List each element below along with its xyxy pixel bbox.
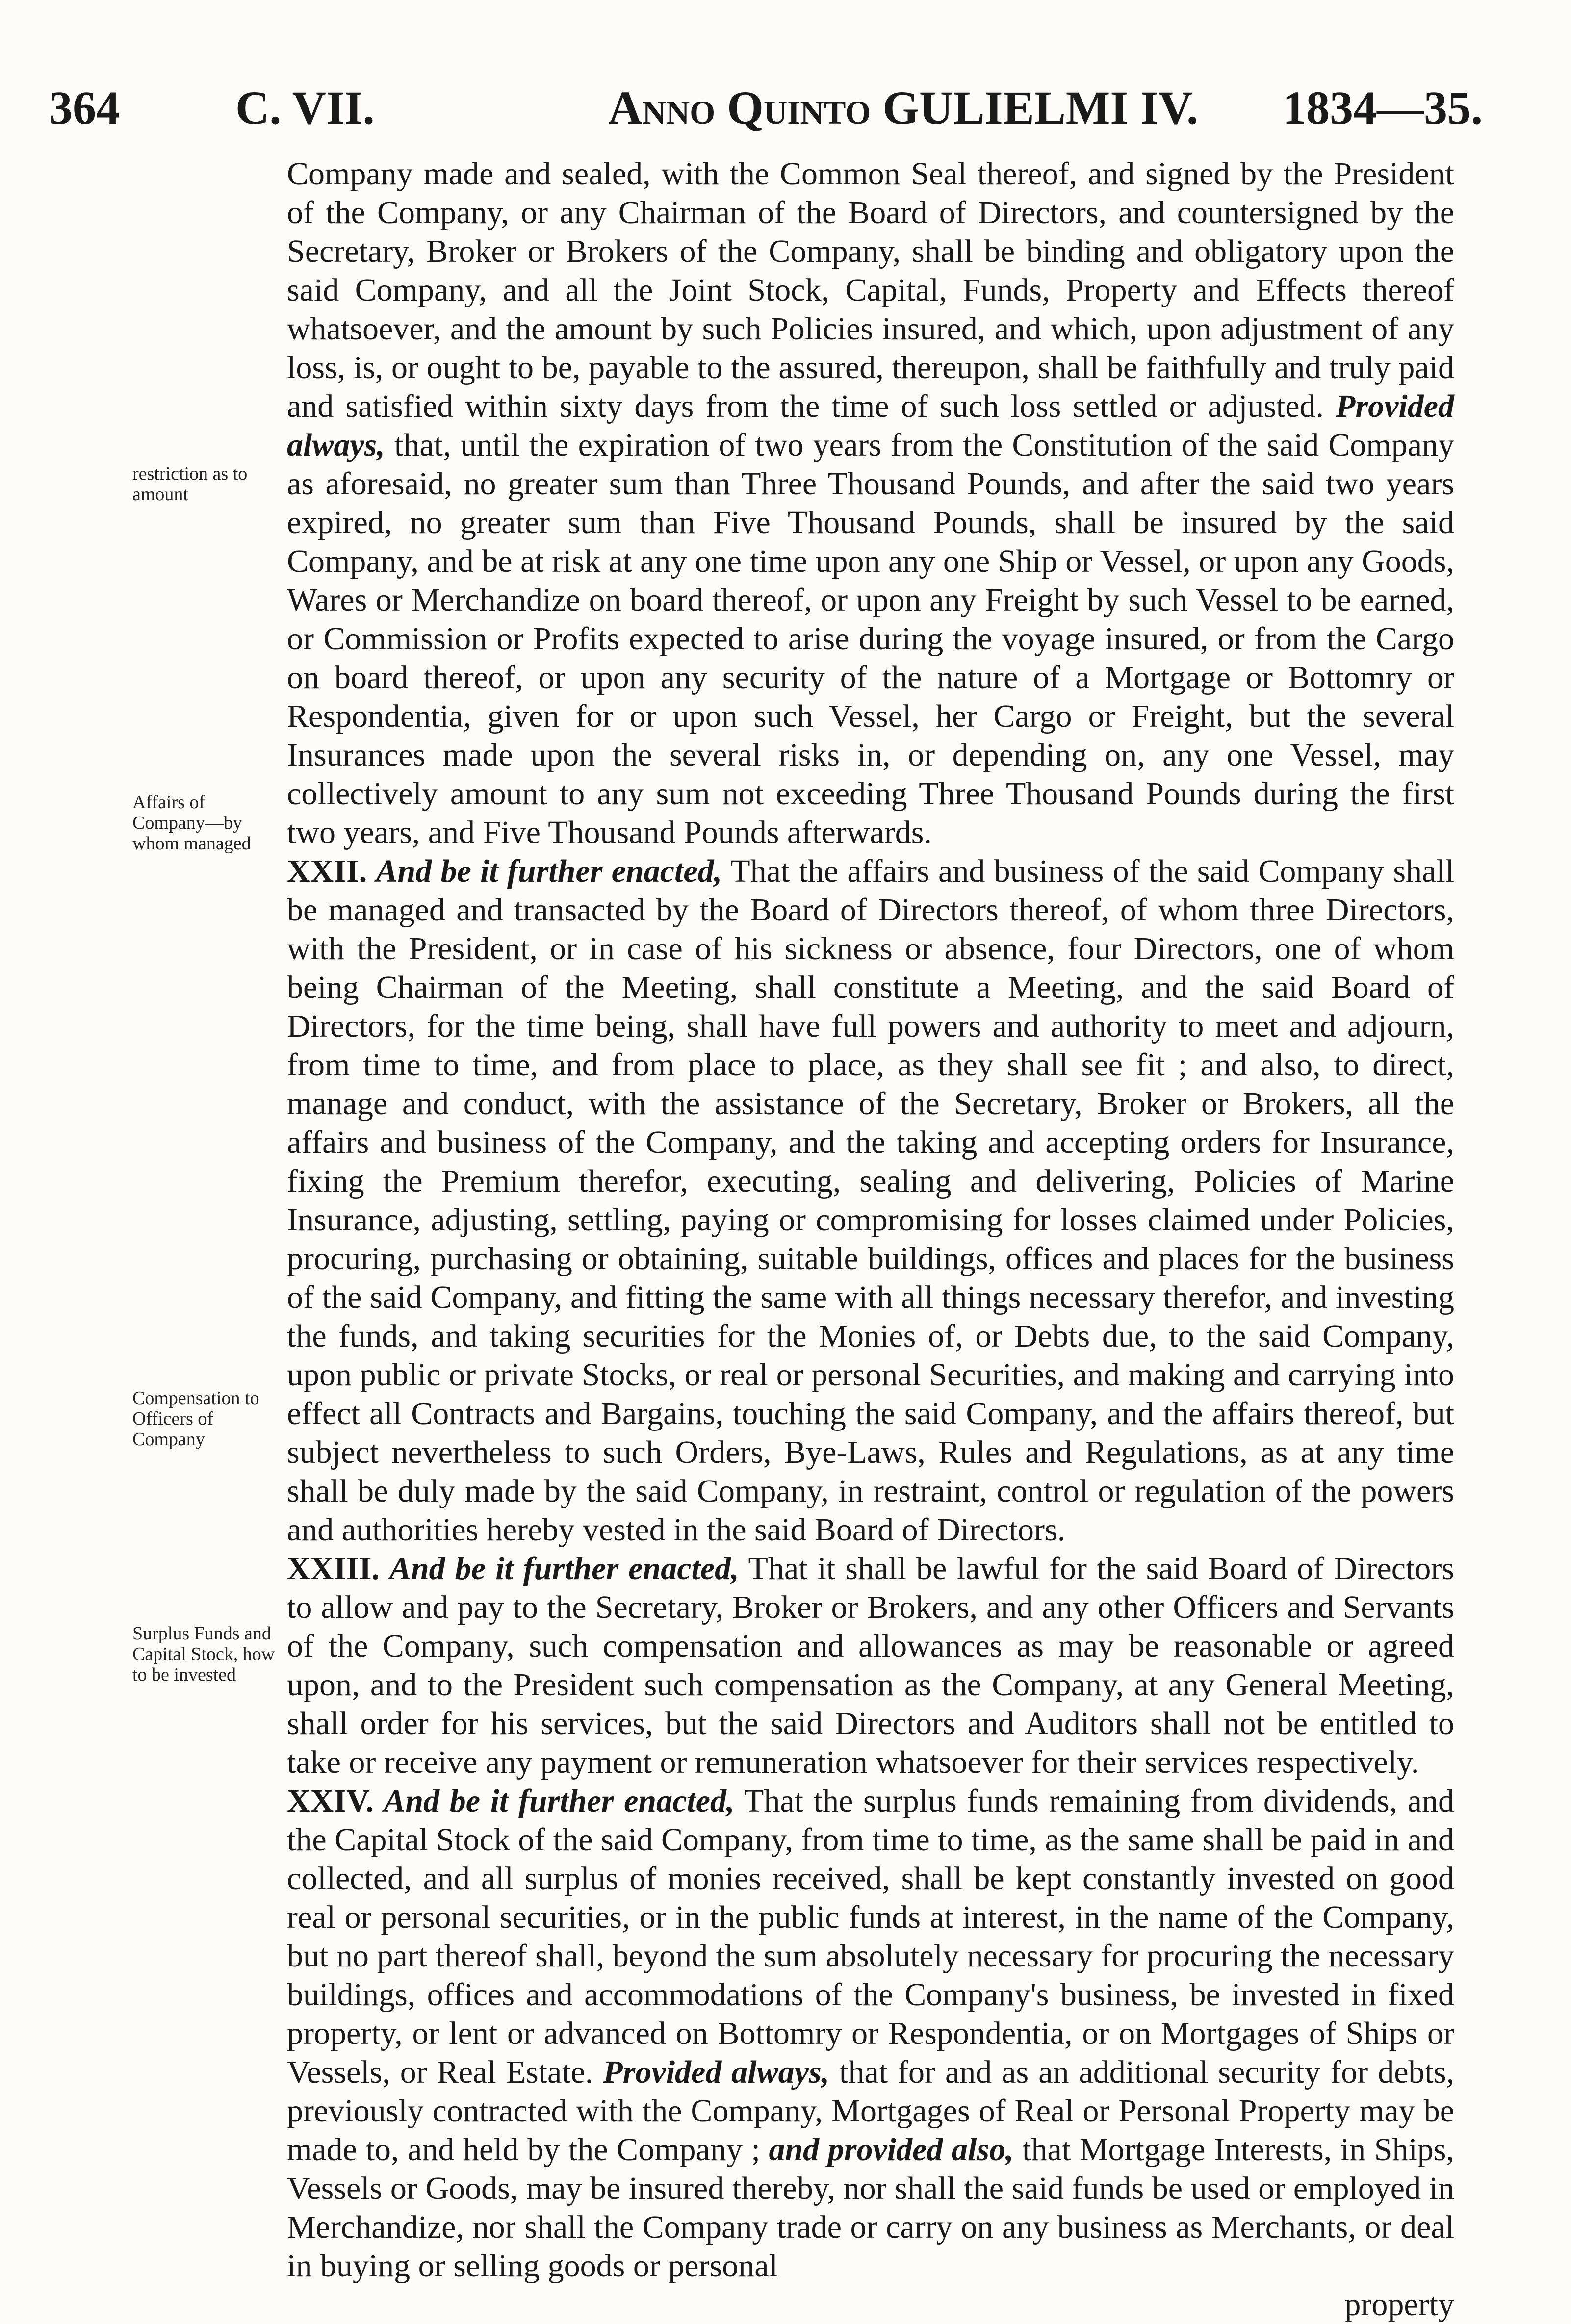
page-header — [49, 74, 1483, 142]
page-number: 364 — [49, 81, 120, 134]
page-body — [287, 154, 1454, 2324]
section-xxiii — [287, 1549, 1454, 1782]
section-xxiv — [287, 1782, 1454, 2285]
paragraph-continued — [287, 154, 1454, 852]
margin-note-surplus-funds: Surplus Funds and Capital Stock, how to be invested — [132, 1623, 275, 1685]
section-number: XXIV. — [287, 1783, 384, 1819]
paragraph-text: Company made and sealed, with the Common Seal thereof, and signed by the President of the Company, or any Chairman of the Board of Directors, and countersigned by the Secretary, Broker or Brokers of the Company, shall be binding and obligatory upon the said Company, and all the Joint Stock, Capital, Funds, Property and Effects thereof whatsoever, and the amount by such Policies insured, and which, upon adjustment of any loss, is, or ought to be, payable to the assured, thereupon, shall be faithfully and truly paid and satisfied within sixty days from the time of such loss settled or adjusted. — [287, 156, 1454, 424]
margin-note-compensation: Compensation to Officers of Company — [132, 1388, 259, 1450]
paragraph-text: that, until the expiration of two years from the Constitution of the said Company as aforesaid, no greater sum than Three Thousand Pounds, and after the said two years expired, no greater sum than Five Thousand Pounds, shall be insured by the said Company, and be at risk at any one time upon any one Ship or Vessel, or upon any Goods, Wares or Merchandize on board thereof, or upon any Freight by such Vessel to be earned, or Commission or Profits expected to arise during the voyage insured, or from the Cargo on board thereof, or upon any security of the nature of a Mortgage or Bottomry or Respondentia, given for or upon such Vessel, her Cargo or Freight, but the several Insurances made upon the several risks in, or depending on, any one Vessel, may collectively amount to any sum not exceeding Three Thousand Pounds during the first two years, and Five Thousand Pounds afterwards. — [287, 427, 1454, 850]
italic-phrase: And be it further enacted, — [384, 1783, 735, 1819]
paragraph-text: That it shall be lawful for the said Board of Directors to allow and pay to the Secretary, Broker or Brokers, and any other Officers and Servants of the Company, such compensation and allowances as may be reasonable or agreed upon, and to the President such compensation as the Company, at any General Meeting, shall order for his services, but the said Directors and Auditors shall not be entitled to take or receive any payment or remuneration whatsoever for their services respectively. — [287, 1551, 1454, 1780]
paragraph-text: That the surplus funds remaining from dividends, and the Capital Stock of the said Company, from time to time, as the same shall be paid in and collected, and all surplus of monies received, shall be kept constantly invested on good real or personal securities, or in the public funds at interest, in the name of the Company, but no part thereof shall, beyond the sum absolutely necessary for procuring the necessary buildings, offices and accommodations of the Company's business, be invested in fixed property, or lent or advanced on Bottomry or Respondentia, or on Mortgages of Ships or Vessels, or Real Estate. — [287, 1783, 1454, 2090]
italic-phrase: And be it further enacted, — [389, 1551, 739, 1586]
catchword: property — [1344, 2287, 1454, 2323]
italic-phrase: Provided always, — [287, 388, 1454, 463]
chapter-number: C. VII. — [235, 81, 375, 134]
paragraph-text: that Mortgage Interests, in Ships, Vessels or Goods, may be insured thereby, nor shall the said funds be used or employed in Merchandize, nor shall the Company trade or carry on any business as Merchants, or deal in buying or selling goods or personal — [287, 2132, 1454, 2284]
paragraph-text: That the affairs and business of the said Company shall be managed and transacted by the Board of Directors thereof, of whom three Directors, with the President, or in case of his sickness or absence, four Directors, one of whom being Chairman of the Meeting, shall constitute a Meeting, and the said Board of Directors, for the time being, shall have full powers and authority to meet and adjourn, from time to time, and from place to place, as they shall see fit ; and also, to direct, manage and conduct, with the assistance of the Secretary, Broker or Brokers, all the affairs and business of the Company, and the taking and accepting orders for Insurance, fixing the Premium therefor, executing, sealing and delivering, Policies of Marine Insurance, adjusting, settling, paying or compromising for losses claimed under Policies, procuring, purchasing or obtaining, suitable buildings, offices and places for the business of the said Company, and fitting the same with all things necessary therefor, and investing the funds, and taking securities for the Monies of, or Debts due, to the said Company, upon public or private Stocks, or real or personal Securities, and making and carrying into effect all Contracts and Bargains, touching the said Company, and the affairs thereof, but subject nevertheless to such Orders, Bye-Laws, Rules and Regulations, as at any time shall be duly made by the said Company, in restraint, control or regulation of the powers and authorities hereby vested in the said Board of Directors. — [287, 853, 1454, 1548]
section-xxii — [287, 852, 1454, 1549]
margin-note-restriction: restriction as to amount — [132, 463, 248, 505]
section-number: XXIII. — [287, 1551, 389, 1586]
italic-phrase: And be it further enacted, — [376, 853, 722, 889]
running-title: Anno Quinto GULIELMI IV. — [608, 81, 1199, 134]
italic-phrase: and provided also, — [769, 2132, 1014, 2168]
margin-note-affairs: Affairs of Company—by whom managed — [132, 792, 251, 854]
italic-phrase: Provided always, — [603, 2054, 830, 2090]
year-range: 1834—35. — [1283, 81, 1483, 134]
paragraph-text: that for and as an additional security for debts, previously contracted with the Company, Mortgages of Real or Personal Property may be made to, and held by the Company ; — [287, 2054, 1455, 2168]
section-number: XXII. — [287, 853, 376, 889]
